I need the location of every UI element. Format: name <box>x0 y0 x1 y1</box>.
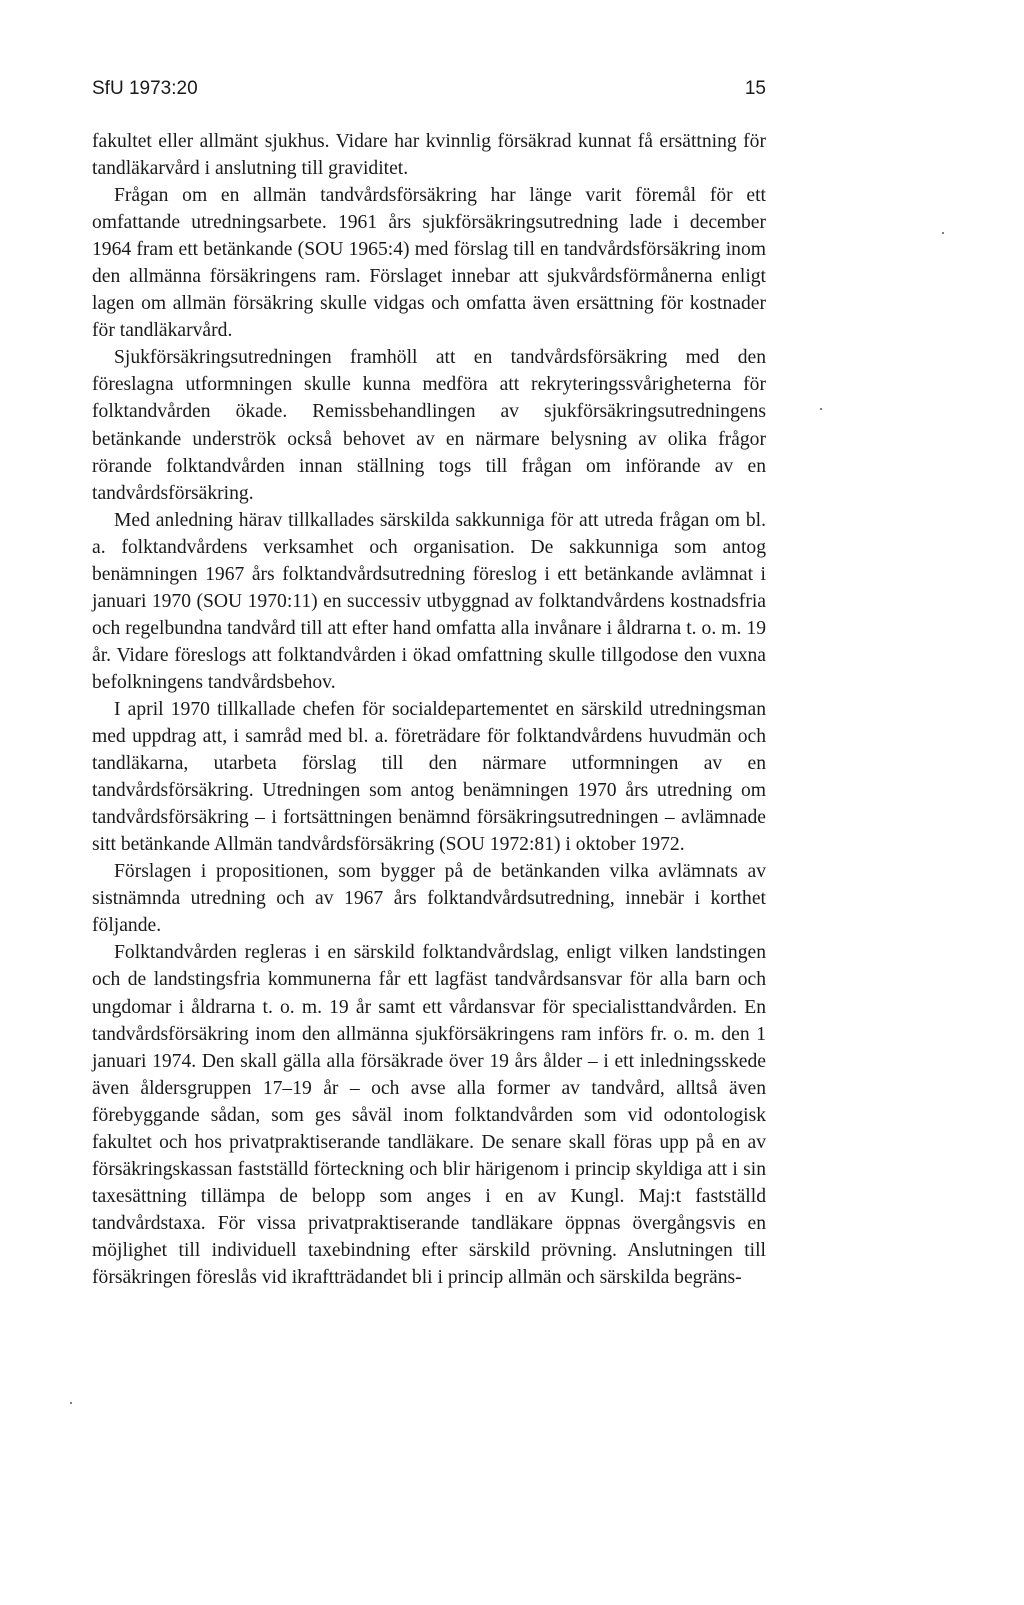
paragraph: Frågan om en allmän tandvårdsförsäkring har länge varit föremål för ett omfattande utredningsarbete. 1961 års sjukförsäkringsutredning lade i december 1964 fram ett betänkande (SOU 1965:4) med förslag till en tandvårdsförsäkring inom den allmänna försäkringens ram. Förslaget innebar att sjukvårdsförmånerna enligt lagen om allmän försäkring skulle vidgas och omfatta även ersättning för kostnader för tandläkarvård. <box>92 185 766 342</box>
document-reference: SfU 1973:20 <box>92 78 198 99</box>
scan-speck <box>70 1402 72 1404</box>
scan-speck <box>942 232 944 234</box>
paragraph: I april 1970 tillkallade chefen för socialdepartementet en särskild utredningsman med uppdrag att, i samråd med bl. a. företrädare för folktandvårdens huvudmän och tandläkarna, utarbeta förslag till den närmare utformningen av en tandvårdsförsäkring. Utredningen som antog benämningen 1970 års utredning om tandvårdsförsäkring – i fortsättningen benämnd försäkringsutredningen – avlämnade sitt betänkande Allmän tandvårdsförsäkring (SOU 1972:81) i oktober 1972. <box>92 698 766 856</box>
paragraph: Sjukförsäkringsutredningen framhöll att en tandvårdsförsäkring med den föreslagna utformningen skulle kunna medföra att rekryteringssvårigheterna för folktandvården ökade. Remissbehandlingen av sjukförsäkringsutredningens betänkande underströk också behovet av en närmare belysning av olika frågor rörande folktandvården innan ställning togs till frågan om införande av en tandvårdsförsäkring. <box>92 347 766 504</box>
body-text <box>92 128 766 1291</box>
paragraph: Förslagen i propositionen, som bygger på de betänkanden vilka avlämnats av sistnämnda utredning och av 1967 års folktandvårdsutredning, innebär i korthet följande. <box>92 861 766 937</box>
scan-speck <box>820 408 822 410</box>
page-header <box>92 78 766 106</box>
paragraph: fakultet eller allmänt sjukhus. Vidare har kvinnlig försäkrad kunnat få ersättning för tandläkarvård i anslutning till graviditet. <box>92 131 766 180</box>
page-number: 15 <box>744 78 766 99</box>
paragraph: Folktandvården regleras i en särskild folktandvårdslag, enligt vilken landstingen och de landstingsfria kommunerna får ett lagfäst tandvårdsansvar för alla barn och ungdomar i åldrarna t. o. m. 19 år samt ett vårdansvar för specialisttandvården. En tandvårdsförsäkring inom den allmänna sjukförsäkringens ram införs fr. o. m. den 1 januari 1974. Den skall gälla alla försäkrade över 19 års ålder – i ett inledningsskede även åldersgruppen 17–19 år – och avse alla former av tandvård, alltså även förebyggande sådan, som ges såväl inom folktandvården som vid odontologisk fakultet och hos privatpraktiserande tandläkare. De senare skall föras upp på en av försäkringskassan fastställd förteckning och blir härigenom i princip skyldiga att i sin taxesättning tillämpa de belopp som anges i en av Kungl. Maj:t fastställd tandvårdstaxa. För vissa privatpraktiserande tandläkare öppnas övergångsvis en möjlighet till individuell taxebindning efter särskild prövning. Anslutningen till försäkringen föreslås vid ikraftträdandet bli i princip allmän och särskilda begräns- <box>92 942 766 1288</box>
paragraph: Med anledning härav tillkallades särskilda sakkunniga för att utreda frågan om bl. a. folktandvårdens verksamhet och organisation. De sakkunniga som antog benämningen 1967 års folktandvårdsutredning föreslog i ett betänkande avlämnat i januari 1970 (SOU 1970:11) en successiv utbyggnad av folktandvårdens kostnadsfria och regelbundna tandvård till att efter hand omfatta alla invånare i åldrarna t. o. m. 19 år. Vidare föreslogs att folktandvården i ökad omfattning skulle tillgodose den vuxna befolkningens tandvårdsbehov. <box>92 509 766 693</box>
